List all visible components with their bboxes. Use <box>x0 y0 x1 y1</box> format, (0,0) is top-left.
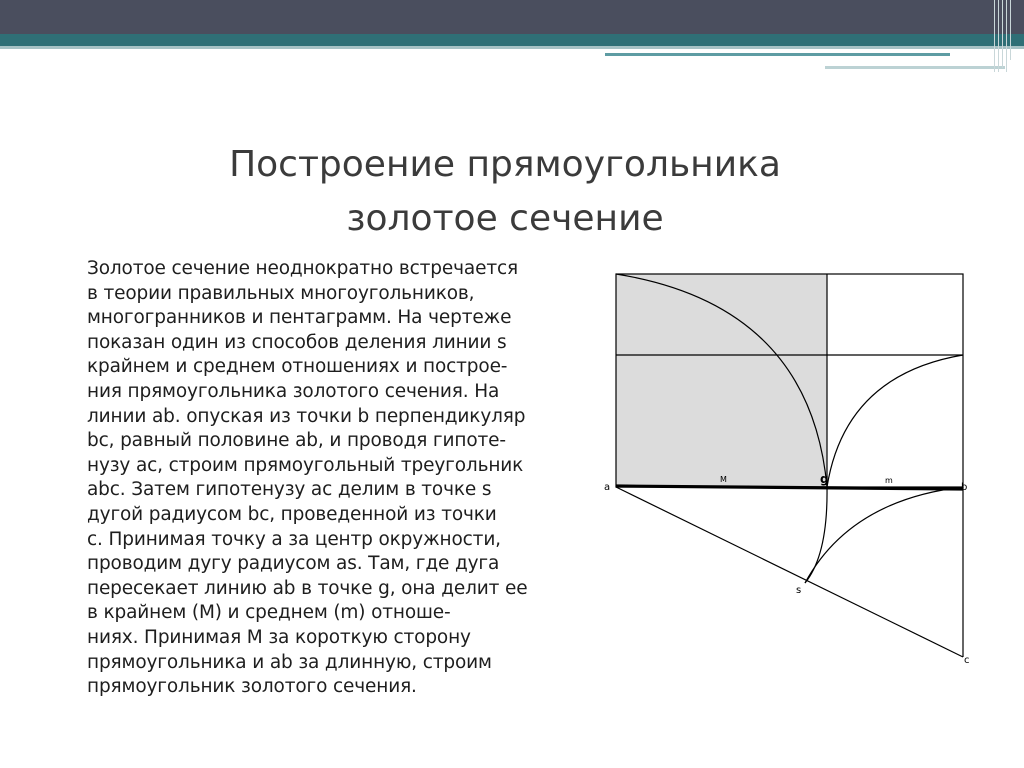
body-line: в теории правильных многоугольников, <box>87 282 475 304</box>
line-ac <box>616 487 963 657</box>
label-m: m <box>885 476 893 485</box>
accent-line-secondary <box>825 66 1005 69</box>
body-text <box>87 257 577 700</box>
body-line: в крайнем (M) и среднем (m) отноше- <box>87 602 451 624</box>
label-a: a <box>604 482 611 493</box>
accent-line <box>605 53 950 56</box>
body-line: c. Принимая точку a за центр окружности, <box>87 528 501 550</box>
slide-title-line-2: золотое сечение <box>346 198 664 239</box>
body-line: ния прямоугольника золотого сечения. На <box>87 380 500 402</box>
header-bar <box>0 0 1024 34</box>
body-line: линии ab. опуская из точки b перпендикуляр <box>87 405 526 427</box>
body-line: bc, равный половине ab, и проводя гипоте- <box>87 430 506 452</box>
body-line: показан один из способов деления линии s <box>87 331 507 353</box>
arc-upper <box>827 355 963 487</box>
slide-title <box>150 138 860 246</box>
body-line: прямоугольник золотого сечения. <box>87 676 417 698</box>
label-s: s <box>796 585 802 596</box>
body-line: пересекает линию ab в точке g, она делит ее <box>87 577 528 599</box>
arc-radius-bc <box>805 487 963 583</box>
body-line: крайнем и среднем отношениях и построе- <box>87 356 508 378</box>
body-line: abc. Затем гипотенузу ac делим в точке s <box>87 479 492 501</box>
body-line: проводим дугу радиусом as. Там, где дуга <box>87 553 500 575</box>
body-line: Золотое сечение неоднократно встречается <box>87 258 518 279</box>
body-line: прямоугольника и ab за длинную, строим <box>87 651 492 673</box>
body-line: многогранников и пентаграмм. На чертеже <box>87 307 512 329</box>
body-line: нузу ac, строим прямоугольный треугольник <box>87 454 524 476</box>
body-line: ниях. Принимая M за короткую сторону <box>87 626 471 648</box>
label-M: M <box>720 475 727 484</box>
slide-title-line-1: Построение прямоугольника <box>229 144 781 185</box>
header-stripe-highlight <box>0 46 1024 49</box>
body-line: дугой радиусом bc, проведенной из точки <box>87 503 497 525</box>
label-c: c <box>964 655 970 666</box>
label-b: b <box>961 482 968 493</box>
corner-decoration <box>990 0 1024 72</box>
golden-section-diagram <box>600 265 990 675</box>
label-g: g <box>820 472 829 486</box>
